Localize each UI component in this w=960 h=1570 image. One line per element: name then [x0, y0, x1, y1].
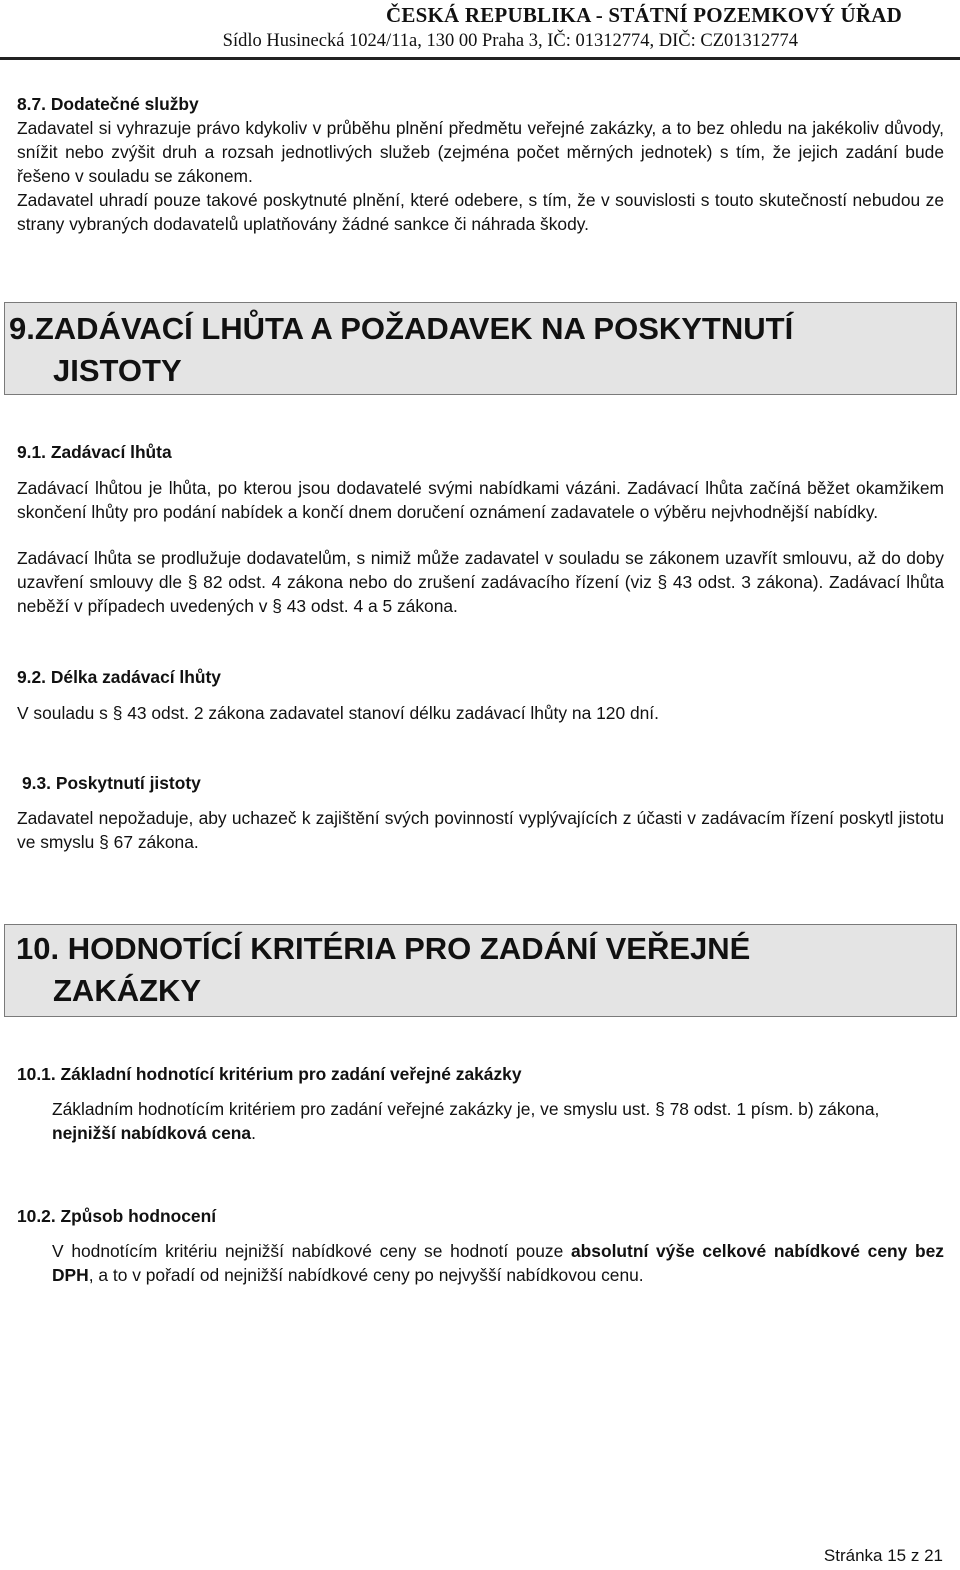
section-9-1-paragraph-1: Zadávací lhůtou je lhůta, po kterou jsou dodavatelé svými nabídkami vázáni. Zadávací lhůta začíná běžet okamžikem skončení lhůty pro podání nabídek a končí dnem doručení oznámení zadavatele o výběru nejvhodnější nabídky. — [17, 478, 944, 522]
section-9-2-paragraph-1: V souladu s § 43 odst. 2 zákona zadavatel stanoví délku zadávací lhůty na 120 dní. — [17, 703, 659, 723]
section-9-3-heading: 9.3. Poskytnutí jistoty — [22, 773, 201, 793]
section-8-7-paragraph-2: Zadavatel uhradí pouze takové poskytnuté plnění, které odebere, s tím, že v souvislosti s touto skutečností nebudou ze strany vybraných dodavatelů uplatňovány žádné sankce či náhrada škody. — [17, 190, 944, 234]
header-divider — [0, 57, 960, 60]
section-10-2-paragraph-1 — [52, 1239, 944, 1287]
section-8-7-heading: 8.7. Dodatečné služby — [17, 94, 199, 114]
section-10-1-text-bold: nejnižší nabídková cena — [52, 1123, 252, 1143]
header-address: Sídlo Husinecká 1024/11a, 130 00 Praha 3, IČ: 01312774, DIČ: CZ01312774 — [222, 31, 798, 51]
section-10-2-text-bold: absolutní výše celkové nabídkové ceny bez DPH — [52, 1241, 944, 1285]
header-org-name: ČESKÁ REPUBLIKA - STÁTNÍ POZEMKOVÝ ÚŘAD — [386, 3, 902, 27]
section-10-title-line-2: ZAKÁZKY — [53, 973, 202, 1008]
section-9-2-heading: 9.2. Délka zadávací lhůty — [17, 667, 221, 687]
section-10-title-box — [4, 924, 957, 1017]
section-9-title-line-2: JISTOTY — [53, 353, 182, 388]
section-8-7-paragraph-1: Zadavatel si vyhrazuje právo kdykoliv v průběhu plnění předmětu veřejné zakázky, a to bez ohledu na jakékoliv důvody, snížit nebo zvýšit druh a rozsah jednotlivých služeb (zejména počet měrných jednotek) s tím, že jejich zadání bude řešeno v souladu se zákonem. — [17, 118, 944, 186]
section-10-2-text-start: V hodnotícím kritériu nejnižší nabídkové ceny se hodnotí pouze — [52, 1241, 571, 1261]
section-10-1-text-start: Základním hodnotícím kritériem pro zadání veřejné zakázky je, ve smyslu ust. § 78 odst. 1 písm. b) zákona, — [52, 1099, 880, 1119]
section-10-2-heading: 10.2. Způsob hodnocení — [17, 1206, 217, 1226]
section-9-1-heading: 9.1. Zadávací lhůta — [17, 442, 172, 462]
page-number: Stránka 15 z 21 — [823, 1546, 943, 1565]
section-9-title-line-1: 9.ZADÁVACÍ LHŮTA A POŽADAVEK NA POSKYTNUTÍ — [9, 311, 794, 346]
section-10-1-heading: 10.1. Základní hodnotící kritérium pro zadání veřejné zakázky — [17, 1064, 522, 1084]
section-10-title-line-1: 10. HODNOTÍCÍ KRITÉRIA PRO ZADÁNÍ VEŘEJNÉ — [16, 931, 751, 966]
section-9-title-box — [4, 302, 957, 395]
section-10-2-text-end: , a to v pořadí od nejnižší nabídkové ceny po nejvyšší nabídkovou cenu. — [88, 1265, 644, 1285]
section-9-1-paragraph-2: Zadávací lhůta se prodlužuje dodavatelům, s nimiž může zadavatel v souladu se zákonem uzavřít smlouvu, až do doby uzavření smlouvy dle § 82 odst. 4 zákona nebo do zrušení zadávacího řízení (viz § 43 odst. 3 zákona). Zadávací lhůta neběží v případech uvedených v § 43 odst. 4 a 5 zákona. — [17, 548, 944, 616]
section-10-1-text-end: . — [251, 1123, 256, 1143]
section-9-3-paragraph-1: Zadavatel nepožaduje, aby uchazeč k zajištění svých povinností vyplývajících z účasti v zadávacím řízení poskytl jistotu ve smyslu § 67 zákona. — [17, 808, 944, 852]
section-10-1-paragraph-1 — [52, 1097, 944, 1145]
